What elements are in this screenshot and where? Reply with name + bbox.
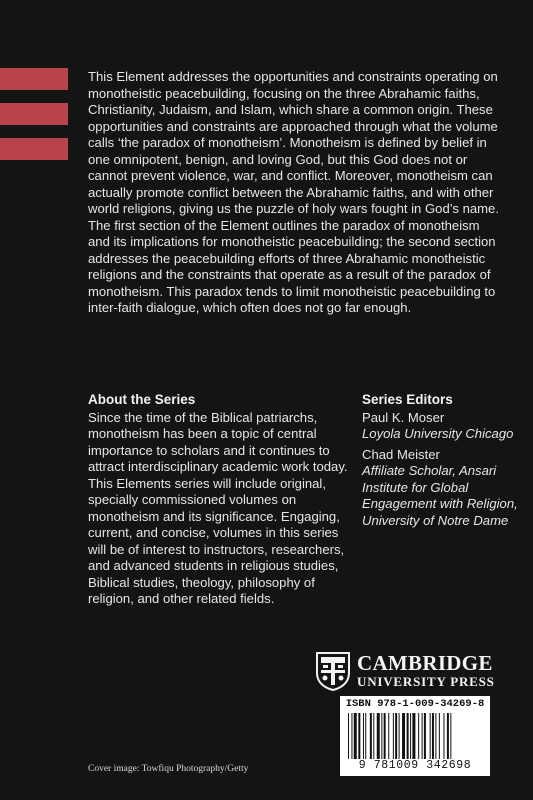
series-editors-heading: Series Editors: [362, 392, 453, 407]
series-editors-section: [362, 392, 522, 533]
barcode-digits: 9 781009 342698: [358, 759, 472, 772]
isbn-barcode: [340, 696, 490, 776]
cover-image-credit: Cover image: Towfiqu Photography/Getty: [88, 764, 249, 774]
about-series-section: [88, 392, 350, 608]
accent-bar-2: [0, 103, 68, 125]
editor-name: Paul K. Moser: [362, 409, 445, 425]
accent-bar-3: [0, 138, 68, 160]
publisher-subname: UNIVERSITY PRESS: [357, 674, 495, 689]
abstract-text: This Element addresses the opportunities and constraints operating on monotheistic peacebuilding, focusing on the three Abrahamic faiths, Christianity, Judaism, and Islam, which share a common origin. These opportunities and constraints are approached through what the volume calls ‘the paradox of monotheism’. Monotheism is defined by belief in one omnipotent, benign, and loving God, but this God does not or cannot prevent violence, war, and conflict. Moreover, monotheism can actually promote conflict between the Abrahamic faiths, and with other world religions, giving us the puzzle of holy wars fought in God’s name. The first section of the Element outlines the paradox of monotheism and its implications for monotheistic peacebuilding; the second section addresses the peacebuilding efforts of three Abrahamic monotheistic religions and the constraints that operate as a result of the paradox of monotheism. This paradox tends to limit monotheistic peacebuilding to inter-faith dialogue, which often does not go far enough.: [88, 69, 499, 315]
about-series-text: Since the time of the Biblical patriarchs, monotheism has been a topic of central importance to scholars and it continues to attract interdisciplinary academic work today. This Elements series will include original, specially commissioned volumes on monotheism and its significance. Engaging, current, and concise, volumes in this series will be of interest to instructors, researchers, and advanced students in religious studies, Biblical studies, theology, philosophy of religion, and other related fields.: [88, 409, 348, 606]
editor-affiliation: Loyola University Chicago: [362, 426, 514, 441]
editor-affiliation: Affiliate Scholar, Ansari Institute for Global Engagement with Religion, University of Notre Dame: [362, 463, 518, 528]
publisher-name: CAMBRIDGE: [357, 651, 493, 675]
barcode-icon: [348, 713, 482, 759]
publisher-logo: [315, 651, 495, 691]
university-crest-icon: [315, 651, 351, 691]
editor-name: Chad Meister: [362, 446, 440, 462]
accent-bar-1: [0, 68, 68, 90]
isbn-label: ISBN 978-1-009-34269-8: [345, 698, 485, 710]
about-series-heading: About the Series: [88, 392, 196, 407]
